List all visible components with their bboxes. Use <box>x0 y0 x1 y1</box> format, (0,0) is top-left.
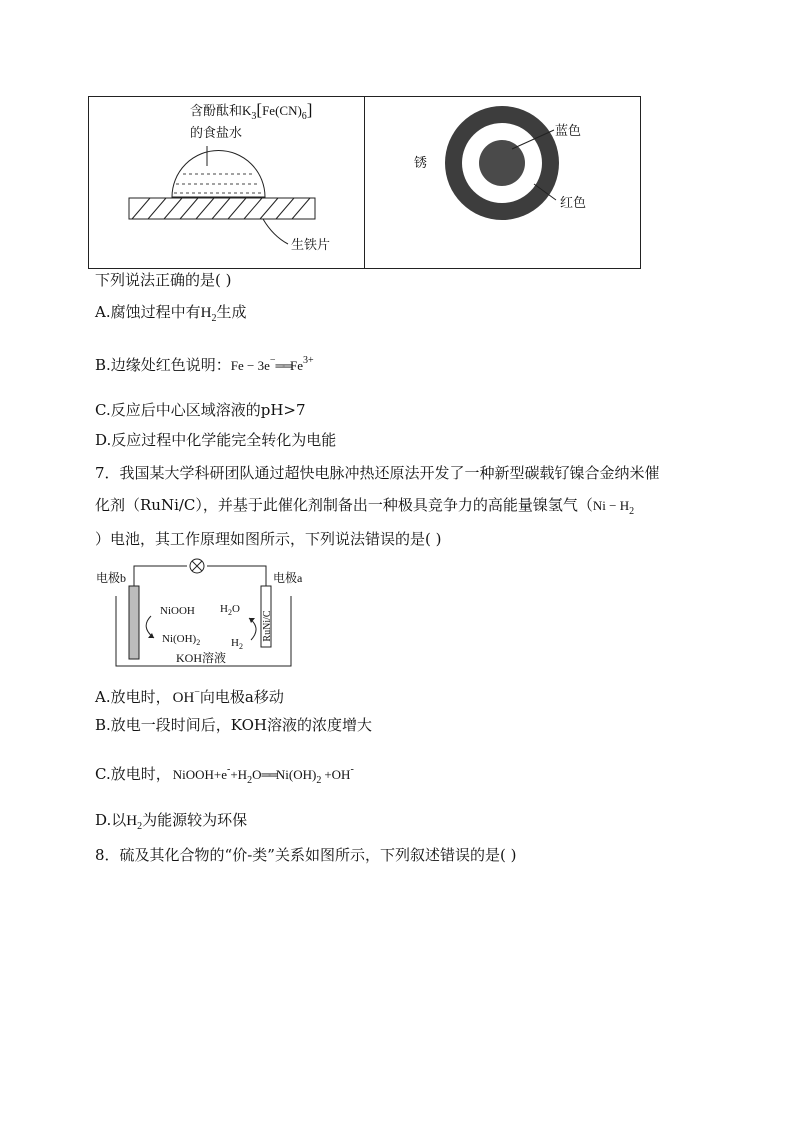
q7-option-a: A.放电时， OH−向电极a移动 <box>95 687 284 706</box>
q7-stem-line3: ）电池，其工作原理如图所示，下列说法错误的是( ) <box>95 530 442 548</box>
niooh-label: NiOOH <box>160 605 195 617</box>
hydrogen-label: $H_2$ <box>231 637 243 651</box>
nioh2-label: $Ni(OH)_2$ <box>162 633 201 647</box>
q7-stem-line2: 化剂（RuNi/C），并基于此催化剂制备出一种极具竞争力的高能量镍氢气（$Ni - H_2$ <box>95 496 635 517</box>
q7-option-c: C.放电时， $NiOOH+e^-+H_2O══Ni(OH)_2 +OH^-$ <box>95 764 354 786</box>
plate-label: 生铁片 <box>291 238 331 253</box>
runic-label: RuNi/C <box>262 610 273 642</box>
q6-option-c: C.反应后中心区域溶液的pH>7 <box>95 401 306 419</box>
q6-stem: 下列说法正确的是( ) <box>95 271 232 289</box>
q7-stem-line1: 7．我国某大学科研团队通过超快电脉冲热还原法开发了一种新型碳载钌镍合金纳米催 <box>95 464 660 482</box>
water-label: $H_2O$ <box>220 603 240 617</box>
q6-option-b: B.边缘处红色说明：$Fe - 3e^-══Fe^{3+}$ <box>95 355 314 374</box>
blue-label: 蓝色 <box>555 124 582 139</box>
q7-option-b: B.放电一段时间后，KOH溶液的浓度增大 <box>95 716 372 734</box>
q6-option-a: A.腐蚀过程中有$H_2$生成 <box>95 303 247 324</box>
electrode-b-label: 电极b <box>96 571 127 585</box>
koh-label: KOH溶液 <box>176 651 226 665</box>
rust-label: 锈 <box>414 156 428 171</box>
q6-option-d: D.反应过程中化学能完全转化为电能 <box>95 431 337 449</box>
red-label: 红色 <box>560 196 587 211</box>
droplet-label-line2: 的食盐水 <box>190 126 243 141</box>
q7-option-d: D.以$H_2$为能源较为环保 <box>95 811 248 832</box>
electrode-a-label: 电极a <box>273 571 303 585</box>
droplet-label-line1: 含酚酞和$K_3[Fe(CN)_6]$ <box>190 100 313 122</box>
q8-stem: 8．硫及其化合物的“价-类”关系如图所示，下列叙述错误的是( ) <box>95 846 517 864</box>
